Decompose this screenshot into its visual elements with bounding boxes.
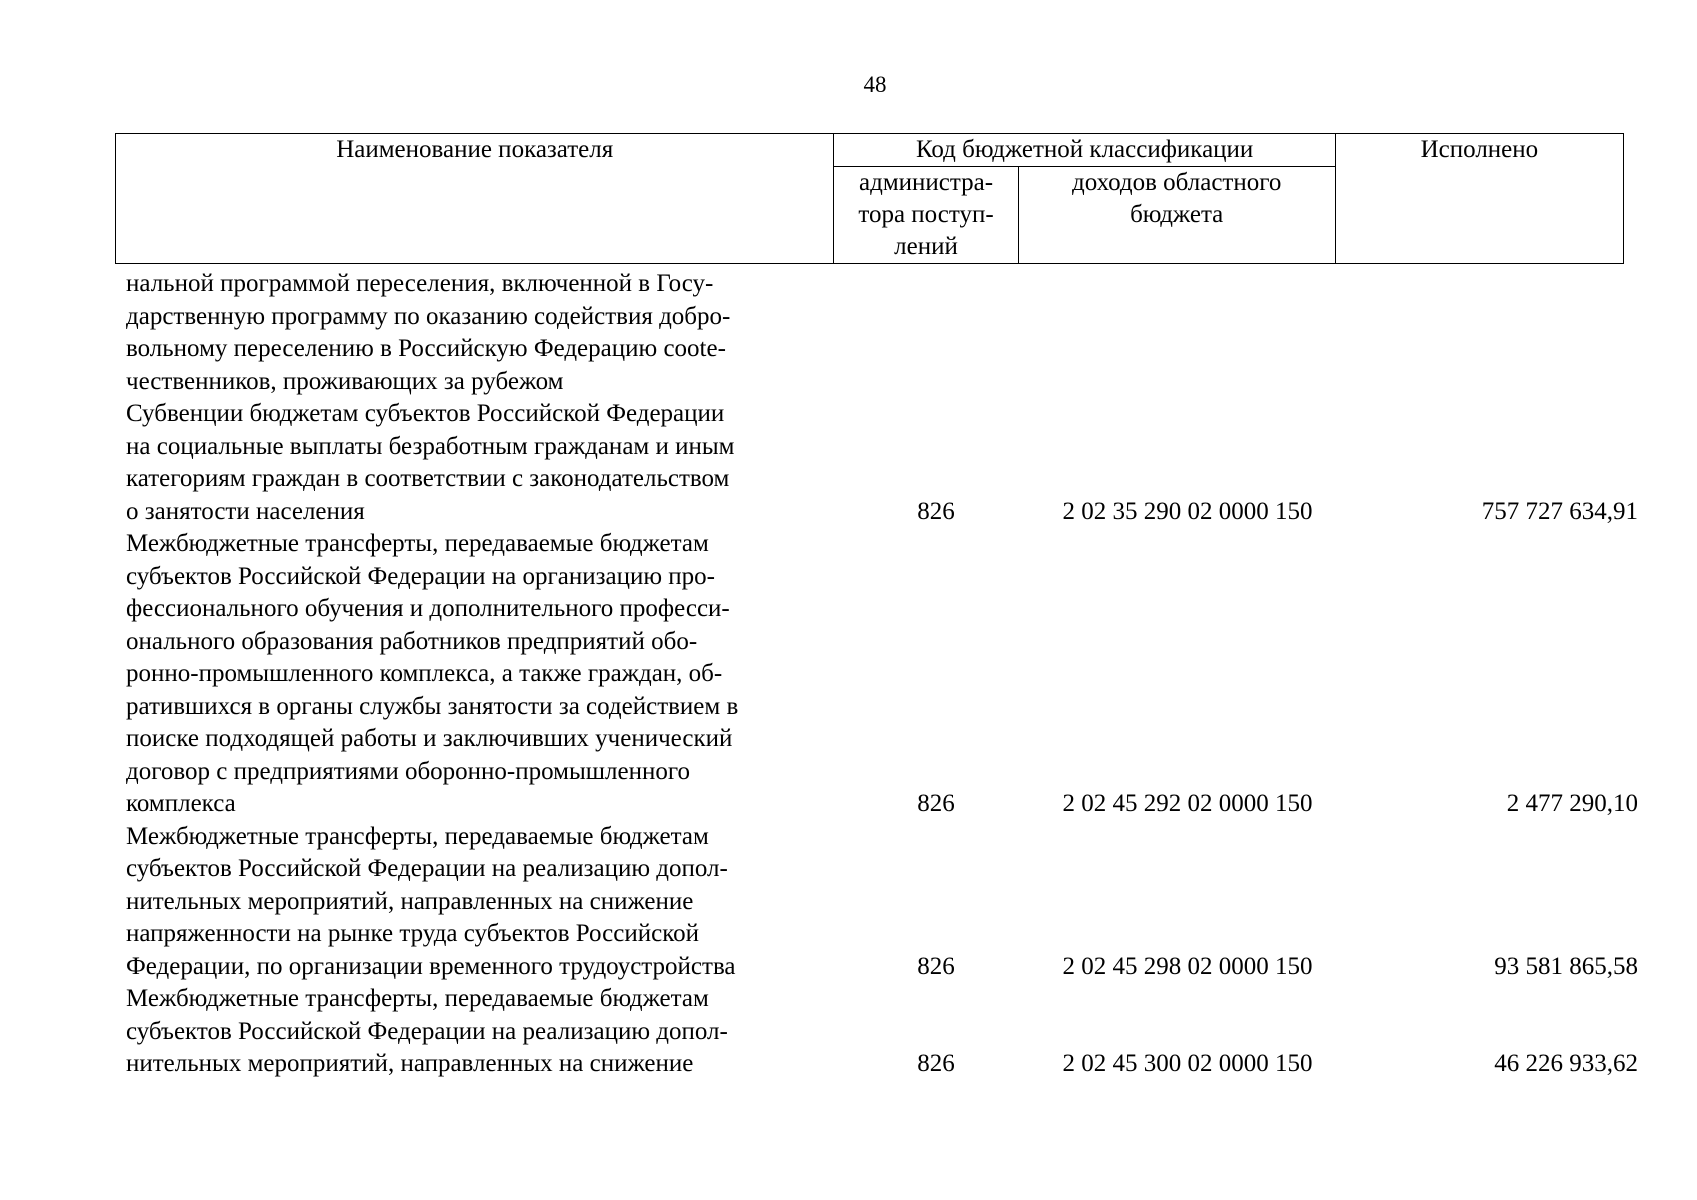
row-executed-amount: 757 727 634,91 xyxy=(1481,497,1638,525)
row-income-code: 2 02 35 290 02 0000 150 xyxy=(1062,497,1313,525)
table-row xyxy=(126,268,1626,398)
row-name-line: нительных мероприятий, направленных на снижение xyxy=(126,887,694,915)
header-admin-line: тора поступ- xyxy=(858,201,994,228)
row-name-line: фессионального обучения и дополнительного професси- xyxy=(126,595,730,622)
header-income xyxy=(1018,167,1335,264)
header-admin-line: администра- xyxy=(859,169,994,196)
page-number: 48 xyxy=(863,72,887,97)
row-name-line: Межбюджетные трансферты, передаваемые бюджетам xyxy=(126,822,709,850)
row-name-line: вольному переселению в Российскую Федерацию соote- xyxy=(126,335,726,362)
table-row xyxy=(126,528,1638,821)
row-name-line: напряженности на рынке труда субъектов Российской xyxy=(126,920,699,947)
row-name-line: Межбюджетные трансферты, передаваемые бюджетам xyxy=(126,530,709,557)
row-executed-amount: 46 226 933,62 xyxy=(1494,1050,1638,1077)
row-name-line: Межбюджетные трансферты, передаваемые бюджетам xyxy=(126,985,709,1012)
row-admin-code: 826 xyxy=(917,790,955,817)
row-name xyxy=(126,983,822,1081)
table-row xyxy=(126,821,1638,984)
row-name-line: договор с предприятиями оборонно-промышленного xyxy=(126,757,690,785)
table-row xyxy=(126,983,1638,1081)
header-income-line: бюджета xyxy=(1130,201,1224,228)
row-name xyxy=(126,268,822,398)
row-name-line: ратившихся в органы службы занятости за содействием в xyxy=(126,692,739,720)
row-income-code: 2 02 45 300 02 0000 150 xyxy=(1062,1050,1313,1077)
header-admin-line: лений xyxy=(894,233,958,260)
row-name xyxy=(126,821,822,984)
row-name-line: субъектов Российской Федерации на организацию про- xyxy=(126,562,715,590)
header-code xyxy=(834,134,1335,167)
row-name-line: дарственную программу по оказанию содействия добро- xyxy=(126,302,731,330)
header-done xyxy=(1335,134,1623,264)
row-executed-amount: 93 581 865,58 xyxy=(1494,952,1638,980)
row-income-code: 2 02 45 298 02 0000 150 xyxy=(1062,952,1313,980)
row-executed-amount: 2 477 290,10 xyxy=(1506,790,1638,817)
row-name-line: субъектов Российской Федерации на реализацию допол- xyxy=(126,855,728,882)
header-admin xyxy=(834,167,1018,264)
row-name-line: Субвенции бюджетам субъектов Российской Федерации xyxy=(126,400,725,427)
row-name xyxy=(126,398,822,528)
row-name-line: чественников, проживающих за рубежом xyxy=(126,367,564,395)
row-admin-code: 826 xyxy=(917,1050,955,1077)
row-admin-code: 826 xyxy=(917,952,955,980)
row-name-line: нительных мероприятий, направленных на снижение xyxy=(126,1050,694,1077)
row-name-line: о занятости населения xyxy=(126,497,365,525)
row-name-line: субъектов Российской Федерации на реализацию допол- xyxy=(126,1017,728,1045)
header-income-line: доходов областного xyxy=(1071,169,1282,196)
row-name-line: категориям граждан в соответствии с законодательством xyxy=(126,465,730,492)
table-header xyxy=(115,133,1624,264)
table-body xyxy=(126,268,1638,1081)
row-name-line: ронно-промышленного комплекса, а также граждан, об- xyxy=(126,660,723,687)
header-name-text: Наименование показателя xyxy=(336,136,614,163)
row-name-line: нальной программой переселения, включенной в Госу- xyxy=(126,270,714,297)
row-income-code: 2 02 45 292 02 0000 150 xyxy=(1062,790,1313,817)
header-code-text: Код бюджетной классификации xyxy=(915,136,1254,163)
row-name-line: Федерации, по организации временного трудоустройства xyxy=(126,952,736,980)
row-name-line: комплекса xyxy=(126,790,236,817)
header-name xyxy=(116,134,834,264)
row-name-line: поиске подходящей работы и заключивших ученический xyxy=(126,725,733,752)
row-name-line: на социальные выплаты безработным гражданам и иным xyxy=(126,432,735,460)
row-admin-code: 826 xyxy=(917,497,955,525)
table-row xyxy=(126,398,1638,528)
row-name xyxy=(126,528,822,821)
header-done-text: Исполнено xyxy=(1420,136,1539,163)
row-name-line: онального образования работников предприятий обо- xyxy=(126,627,698,655)
